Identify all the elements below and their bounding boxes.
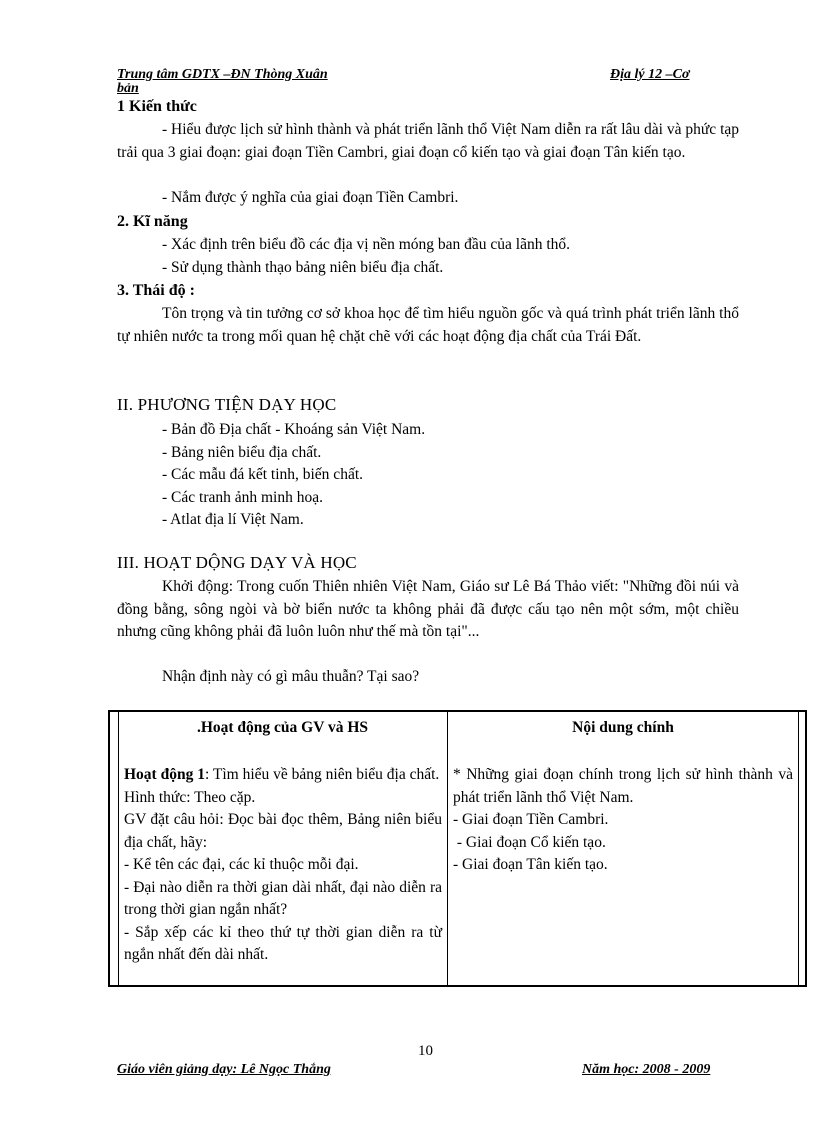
header-left (117, 68, 328, 96)
activities-question: Nhận định này có gì mâu thuẫn? Tại sao? (162, 668, 420, 685)
table-header-activities: .Hoạt động của GV và HS (196, 719, 369, 736)
header-left-line2: bản (117, 81, 139, 96)
table-cell-content (453, 764, 793, 877)
activity-line: GV đặt câu hỏi: Đọc bài đọc thêm, Bảng niên biểu địa chất, hãy: (124, 811, 442, 851)
header-left-line1: Trung tâm GDTX –ĐN Thòng Xuân (117, 67, 328, 82)
table-cell-activities (124, 764, 442, 967)
materials-item: - Các mẫu đá kết tinh, biến chất. (162, 466, 364, 483)
knowledge-heading: 1 Kiến thức (117, 98, 197, 115)
activity-1-title: : Tìm hiểu về bảng niên biểu địa chất. (204, 766, 440, 783)
table-inner-right-rule (798, 712, 799, 985)
skills-heading: 2. Kĩ năng (117, 213, 188, 230)
activity-1-label: Hoạt động 1 (124, 766, 205, 783)
footer-teacher: Giáo viên giảng dạy: Lê Ngọc Thắng (117, 1062, 331, 1077)
table-header-content: Nội dung chính (572, 719, 674, 736)
page-number: 10 (418, 1043, 433, 1059)
content-item: - Giai đoạn Tiền Cambri. (453, 811, 609, 828)
skills-item-1: - Xác định trên biểu đồ các địa vị nền móng ban đầu của lãnh thổ. (162, 236, 571, 253)
knowledge-para-1: - Hiểu được lịch sử hình thành và phát triển lãnh thổ Việt Nam diễn ra rất lâu dài và phức tạp trải qua 3 giai đoạn: giai đoạn Tiền Cambri, giai đoạn cổ kiến tạo và giai đoạn Tân kiến tạo. (117, 121, 739, 161)
content-intro: * Những giai đoạn chính trong lịch sử hình thành và phát triển lãnh thổ Việt Nam. (453, 766, 793, 806)
activities-heading: III. HOẠT DỘNG DẠY VÀ HỌC (117, 553, 357, 572)
attitude-heading: 3. Thái độ : (117, 282, 195, 299)
footer-school-year: Năm học: 2008 - 2009 (582, 1062, 711, 1077)
activity-line: - Kể tên các đại, các kỉ thuộc mỗi đại. (124, 856, 359, 873)
materials-item: - Bản đồ Địa chất - Khoáng sản Việt Nam. (162, 421, 426, 438)
content-item: - Giai đoạn Cổ kiến tạo. (453, 833, 606, 851)
materials-item: - Các tranh ảnh minh hoạ. (162, 488, 323, 506)
activity-line: Hình thức: Theo cặp. (124, 788, 256, 806)
activities-table (108, 710, 807, 987)
activity-line: - Đại nào diễn ra thời gian dài nhất, đại nào diễn ra trong thời gian ngắn nhất? (124, 878, 442, 918)
header-right: Địa lý 12 –Cơ (610, 67, 690, 82)
activities-intro: Khởi động: Trong cuốn Thiên nhiên Việt Nam, Giáo sư Lê Bá Thảo viết: "Những đồi núi và đồng bằng, sông ngòi và bờ biển nước ta không phải đã được cấu tạo nên một sớm, một chiều nhưng cũng không phải đã luôn luôn như thế mà tồn tại"... (117, 578, 739, 640)
table-column-divider (447, 712, 448, 985)
activity-1-intro (124, 764, 442, 787)
materials-item: - Atlat địa lí Việt Nam. (162, 511, 304, 528)
content-item: - Giai đoạn Tân kiến tạo. (453, 856, 608, 873)
knowledge-para-2: - Nắm được ý nghĩa của giai đoạn Tiền Cambri. (162, 189, 459, 206)
materials-heading: II. PHƯƠNG TIỆN DẠY HỌC (117, 395, 337, 414)
attitude-para: Tôn trọng và tin tưởng cơ sở khoa học để tìm hiểu nguồn gốc và quá trình phát triển lãnh thổ tự nhiên nước ta trong mối quan hệ chặt chẽ với các hoạt động địa chất của Trái Đất. (117, 305, 739, 345)
materials-list (162, 419, 425, 532)
skills-item-2: - Sử dụng thành thạo bảng niên biểu địa chất. (162, 259, 444, 276)
table-inner-left-rule (118, 712, 119, 985)
materials-item: - Bảng niên biểu địa chất. (162, 443, 322, 461)
activity-line: - Sắp xếp các kỉ theo thứ tự thời gian diễn ra từ ngắn nhất đến dài nhất. (124, 923, 442, 963)
